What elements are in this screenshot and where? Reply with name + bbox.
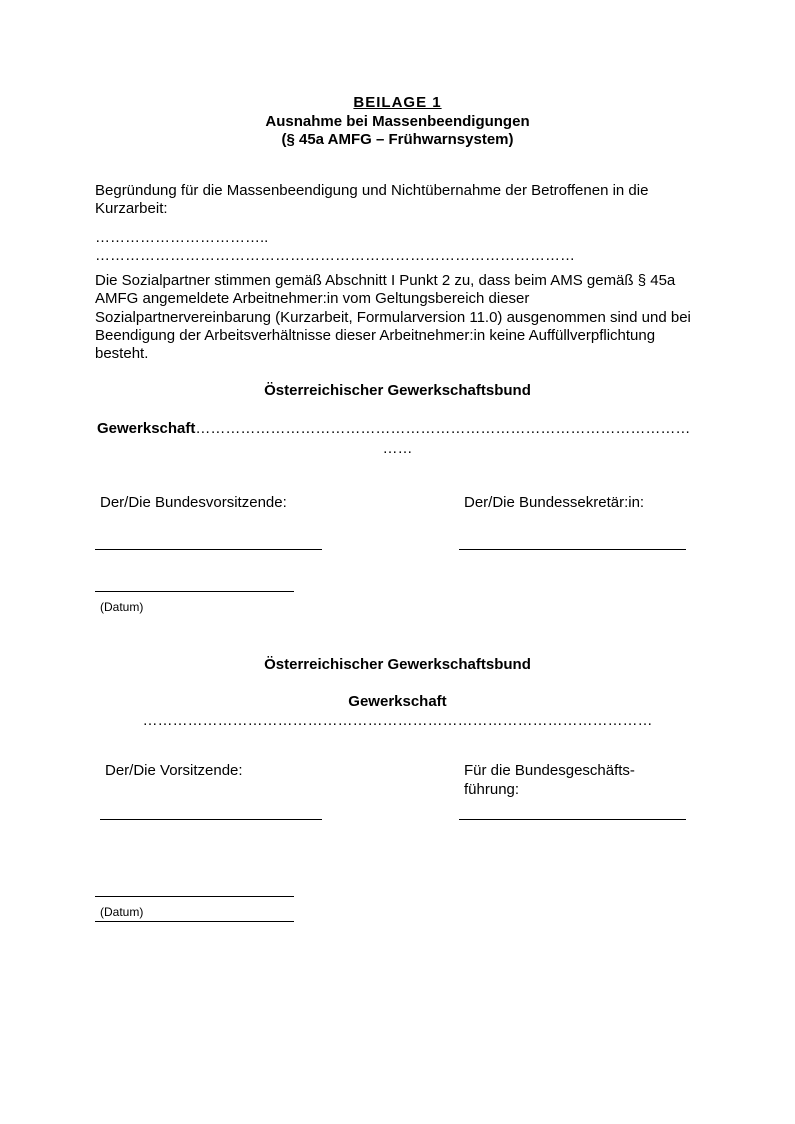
date-line-1[interactable] bbox=[95, 591, 294, 592]
reason-label: Begründung für die Massenbeendigung und Nichtübernahme der Betroffenen in die Kurzarbeit: bbox=[95, 182, 649, 218]
union-dots-1-cont[interactable]: …… bbox=[382, 440, 413, 457]
date-line-2[interactable] bbox=[95, 896, 294, 897]
signature-line-right-1[interactable] bbox=[459, 549, 686, 550]
union-dots-1[interactable]: ……………………………………………………………………………………… bbox=[195, 420, 691, 437]
union-label-2: Gewerkschaft bbox=[348, 693, 447, 710]
org-name-2: Österreichischer Gewerkschaftsbund bbox=[264, 656, 531, 673]
reason-dots-long[interactable]: …………………………………………………………………………………… bbox=[95, 247, 575, 264]
sig-right-label-2: Für die Bundesgeschäfts-führung: bbox=[464, 762, 635, 798]
signature-line-left-2[interactable] bbox=[100, 819, 322, 820]
sig-left-label-1: Der/Die Bundesvorsitzende: bbox=[100, 494, 287, 511]
union-row-1 bbox=[97, 420, 690, 438]
union-label-1: Gewerkschaft bbox=[97, 420, 196, 437]
reason-dots-short[interactable]: …………………………….. bbox=[95, 229, 269, 246]
document-subtitle: Ausnahme bei Massenbeendigungen bbox=[265, 113, 530, 130]
union-dots-2[interactable]: ………………………………………………………………………………………… bbox=[142, 712, 653, 729]
document-subtitle-law: (§ 45a AMFG – Frühwarnsystem) bbox=[281, 131, 514, 148]
sig-right-label-1: Der/Die Bundessekretär:in: bbox=[464, 494, 645, 511]
date-label-1: (Datum) bbox=[100, 600, 144, 614]
agreement-text: Die Sozialpartner stimmen gemäß Abschnitt I Punkt 2 zu, dass beim AMS gemäß § 45a AMFG angemeldete Arbeitnehmer:in vom Geltungsbereich dieser Sozialpartnervereinbarung (Kurzarbeit, Formularversion 11.0) ausgenommen sind und bei Beendigung der Arbeitsverhältnisse dieser Arbeitnehmer:in keine Auffüllverpflichtung besteht. bbox=[95, 272, 691, 363]
signature-line-left-1[interactable] bbox=[95, 549, 322, 550]
document-title: BEILAGE 1 bbox=[353, 94, 442, 111]
sig-left-label-2: Der/Die Vorsitzende: bbox=[105, 762, 243, 779]
date-label-2: (Datum) bbox=[100, 905, 144, 919]
org-name-1: Österreichischer Gewerkschaftsbund bbox=[264, 382, 531, 399]
date-underline-2 bbox=[95, 921, 294, 922]
signature-line-right-2[interactable] bbox=[459, 819, 686, 820]
